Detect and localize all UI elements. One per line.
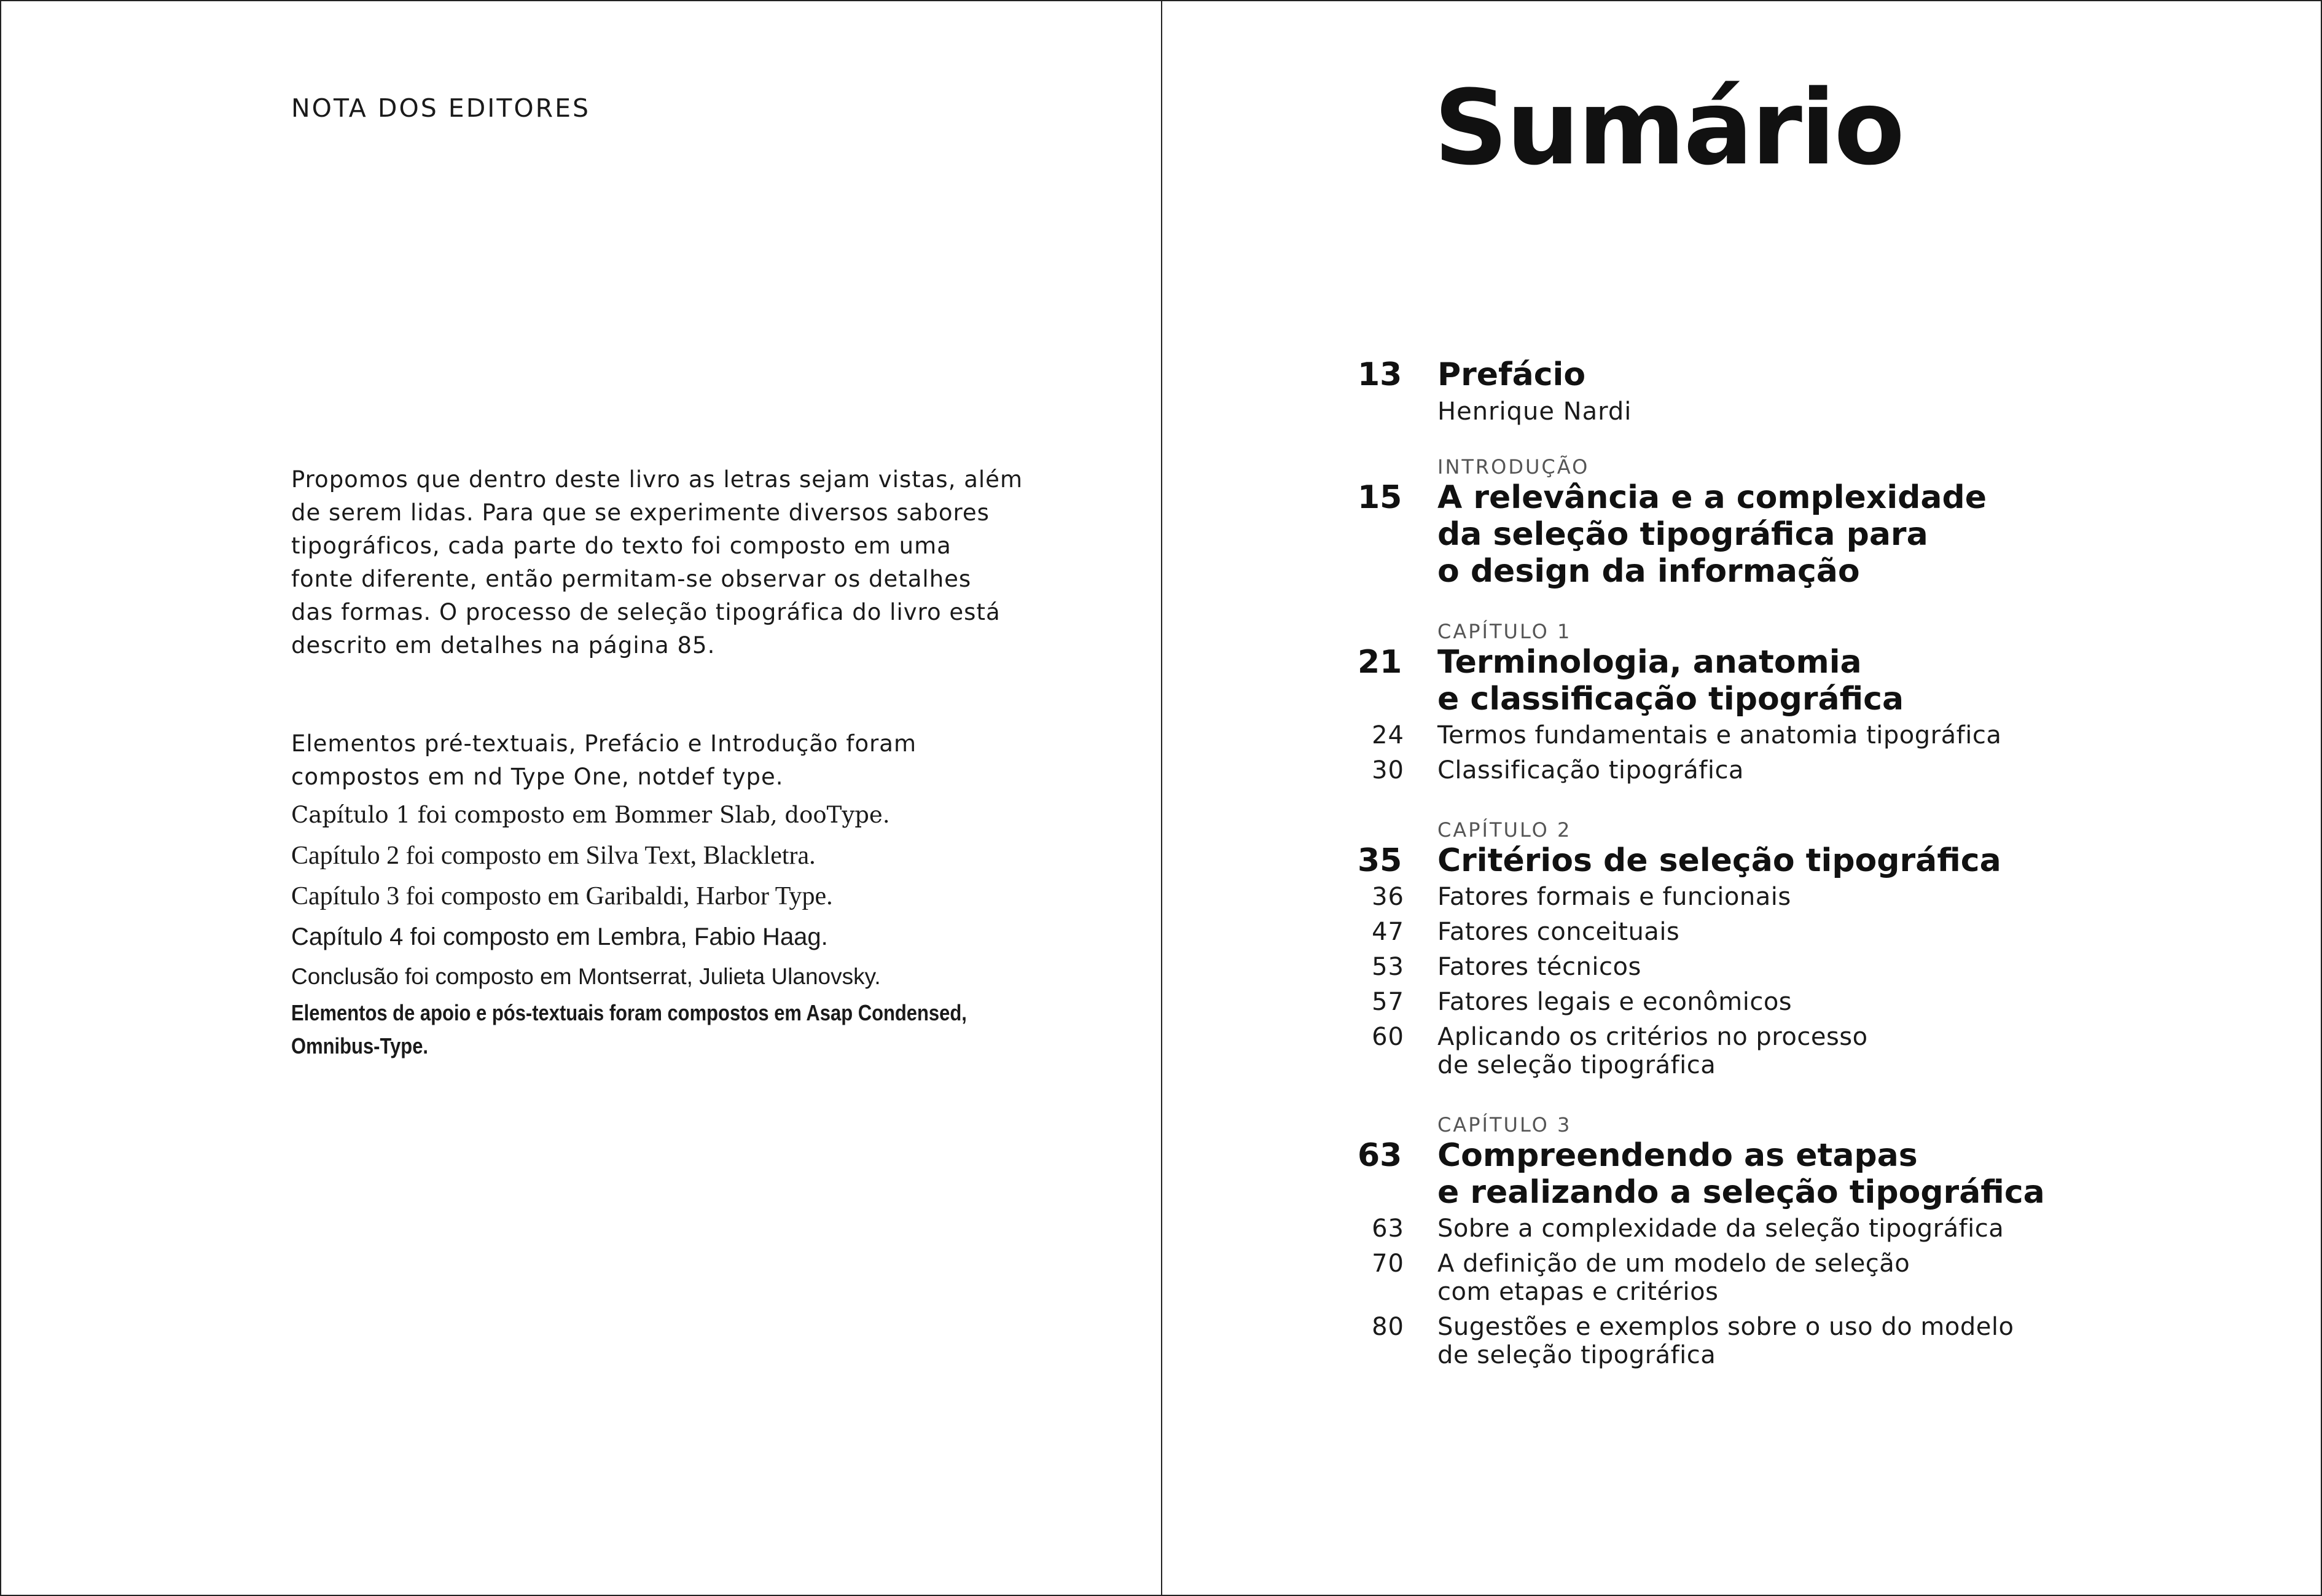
toc-page-number: 15: [1358, 479, 1402, 516]
credit-support-line: Omnibus-Type.: [291, 1033, 429, 1058]
toc-sub-title: Classificação tipográfica: [1437, 756, 1744, 784]
credit-chapter-1: Capítulo 1 foi composto em Bommer Slab, dooType.: [291, 802, 890, 828]
toc-sub-title: Termos fundamentais e anatomia tipográfica: [1437, 721, 2002, 749]
toc-entry-title: Prefácio: [1437, 356, 1586, 393]
toc-entry-title: Compreendendo as etapas e realizando a seleção tipográfica: [1437, 1137, 2045, 1211]
toc-sub-page-number: 24: [1372, 721, 1404, 749]
toc-sub-title: Fatores conceituais: [1437, 918, 1680, 946]
toc-sub-page-number: 30: [1372, 756, 1404, 784]
toc-sub-title: Fatores legais e econômicos: [1437, 988, 1792, 1016]
credit-pretextual-line: compostos em nd Type One, notdef type.: [291, 764, 784, 790]
editors-note-paragraph: [291, 463, 1023, 662]
toc-page-number: 21: [1358, 644, 1402, 681]
toc-subentry[interactable]: [1358, 953, 2279, 981]
toc-subentry[interactable]: [1358, 988, 2279, 1016]
toc-sub-title: A definição de um modelo de seleção com etapas e critérios: [1437, 1250, 1910, 1306]
toc-subentry[interactable]: [1358, 918, 2279, 946]
toc-entry-author: Henrique Nardi: [1437, 397, 1632, 426]
toc-page-number: 13: [1358, 356, 1402, 393]
toc-subentry[interactable]: [1358, 883, 2279, 911]
toc-sub-title: Sugestões e exemplos sobre o uso do modelo de seleção tipográfica: [1437, 1313, 2014, 1369]
typeface-credits: [291, 727, 1028, 1063]
credit-chapter-2: Capítulo 2 foi composto em Silva Text, Blackletra.: [291, 842, 816, 870]
toc-entry-chapter-2[interactable]: [1358, 818, 2279, 1079]
toc-sub-page-number: 60: [1372, 1023, 1404, 1051]
paragraph-line: das formas. O processo de seleção tipográfica do livro está: [291, 599, 1001, 625]
paragraph-line: descrito em detalhes na página 85.: [291, 632, 716, 659]
toc-entry-preface[interactable]: [1358, 356, 2279, 430]
toc-sub-page-number: 80: [1372, 1313, 1404, 1341]
toc-entry-title: A relevância e a complexidade da seleção tipográfica para o design da informação: [1437, 479, 1987, 590]
toc-subentry[interactable]: [1358, 721, 2279, 749]
toc-sub-page-number: 70: [1372, 1250, 1404, 1278]
paragraph-line: Propomos que dentro deste livro as letras sejam vistas, além: [291, 466, 1023, 493]
toc-subentry[interactable]: [1358, 1215, 2279, 1243]
editors-note-heading: NOTA DOS EDITORES: [291, 93, 591, 123]
toc-subentry[interactable]: [1358, 756, 2279, 784]
toc-subentry[interactable]: [1358, 1023, 2279, 1079]
toc-sub-title: Fatores formais e funcionais: [1437, 883, 1791, 911]
page-gutter: [1161, 0, 1162, 1596]
toc-entry-chapter-1[interactable]: [1358, 619, 2279, 784]
toc-sub-title: Fatores técnicos: [1437, 953, 1641, 981]
toc-page-number: 63: [1358, 1137, 1402, 1174]
toc-sub-page-number: 36: [1372, 883, 1404, 911]
toc-sub-page-number: 63: [1372, 1215, 1404, 1243]
toc-page-number: 35: [1358, 842, 1402, 879]
toc-entry-title: Terminologia, anatomia e classificação tipográfica: [1437, 644, 1904, 718]
toc-sub-page-number: 57: [1372, 988, 1404, 1016]
credit-conclusion: Conclusão foi composto em Montserrat, Julieta Ulanovsky.: [291, 964, 881, 989]
toc-entry-title: Critérios de seleção tipográfica: [1437, 842, 2001, 879]
table-of-contents: [1358, 356, 2279, 1369]
credit-chapter-4: Capítulo 4 foi composto em Lembra, Fabio Haag.: [291, 923, 828, 950]
toc-section-label: INTRODUÇÃO: [1437, 455, 1590, 479]
paragraph-line: tipográficos, cada parte do texto foi composto em uma: [291, 533, 952, 559]
toc-entry-chapter-3[interactable]: [1358, 1113, 2279, 1369]
paragraph-line: de serem lidas. Para que se experimente diversos sabores: [291, 499, 990, 526]
toc-subentry[interactable]: [1358, 1313, 2279, 1369]
credit-pretextual-line: Elementos pré-textuais, Prefácio e Introdução foram: [291, 730, 917, 757]
toc-section-label: CAPÍTULO 3: [1437, 1113, 1572, 1136]
toc-entry-introduction[interactable]: [1358, 455, 2279, 590]
toc-sub-title: Aplicando os critérios no processo de seleção tipográfica: [1437, 1023, 1868, 1079]
credit-chapter-3: Capítulo 3 foi composto em Garibaldi, Harbor Type.: [291, 882, 833, 910]
toc-sub-page-number: 47: [1372, 918, 1404, 946]
paragraph-line: fonte diferente, então permitam-se observar os detalhes: [291, 566, 972, 592]
toc-sub-title: Sobre a complexidade da seleção tipográfica: [1437, 1215, 2004, 1243]
toc-title: Sumário: [1434, 68, 1903, 188]
toc-section-label: CAPÍTULO 1: [1437, 620, 1572, 643]
toc-sub-page-number: 53: [1372, 953, 1404, 981]
toc-section-label: CAPÍTULO 2: [1437, 818, 1572, 842]
toc-subentry[interactable]: [1358, 1250, 2279, 1306]
credit-support-line: Elementos de apoio e pós-textuais foram compostos em Asap Condensed,: [291, 1000, 967, 1025]
